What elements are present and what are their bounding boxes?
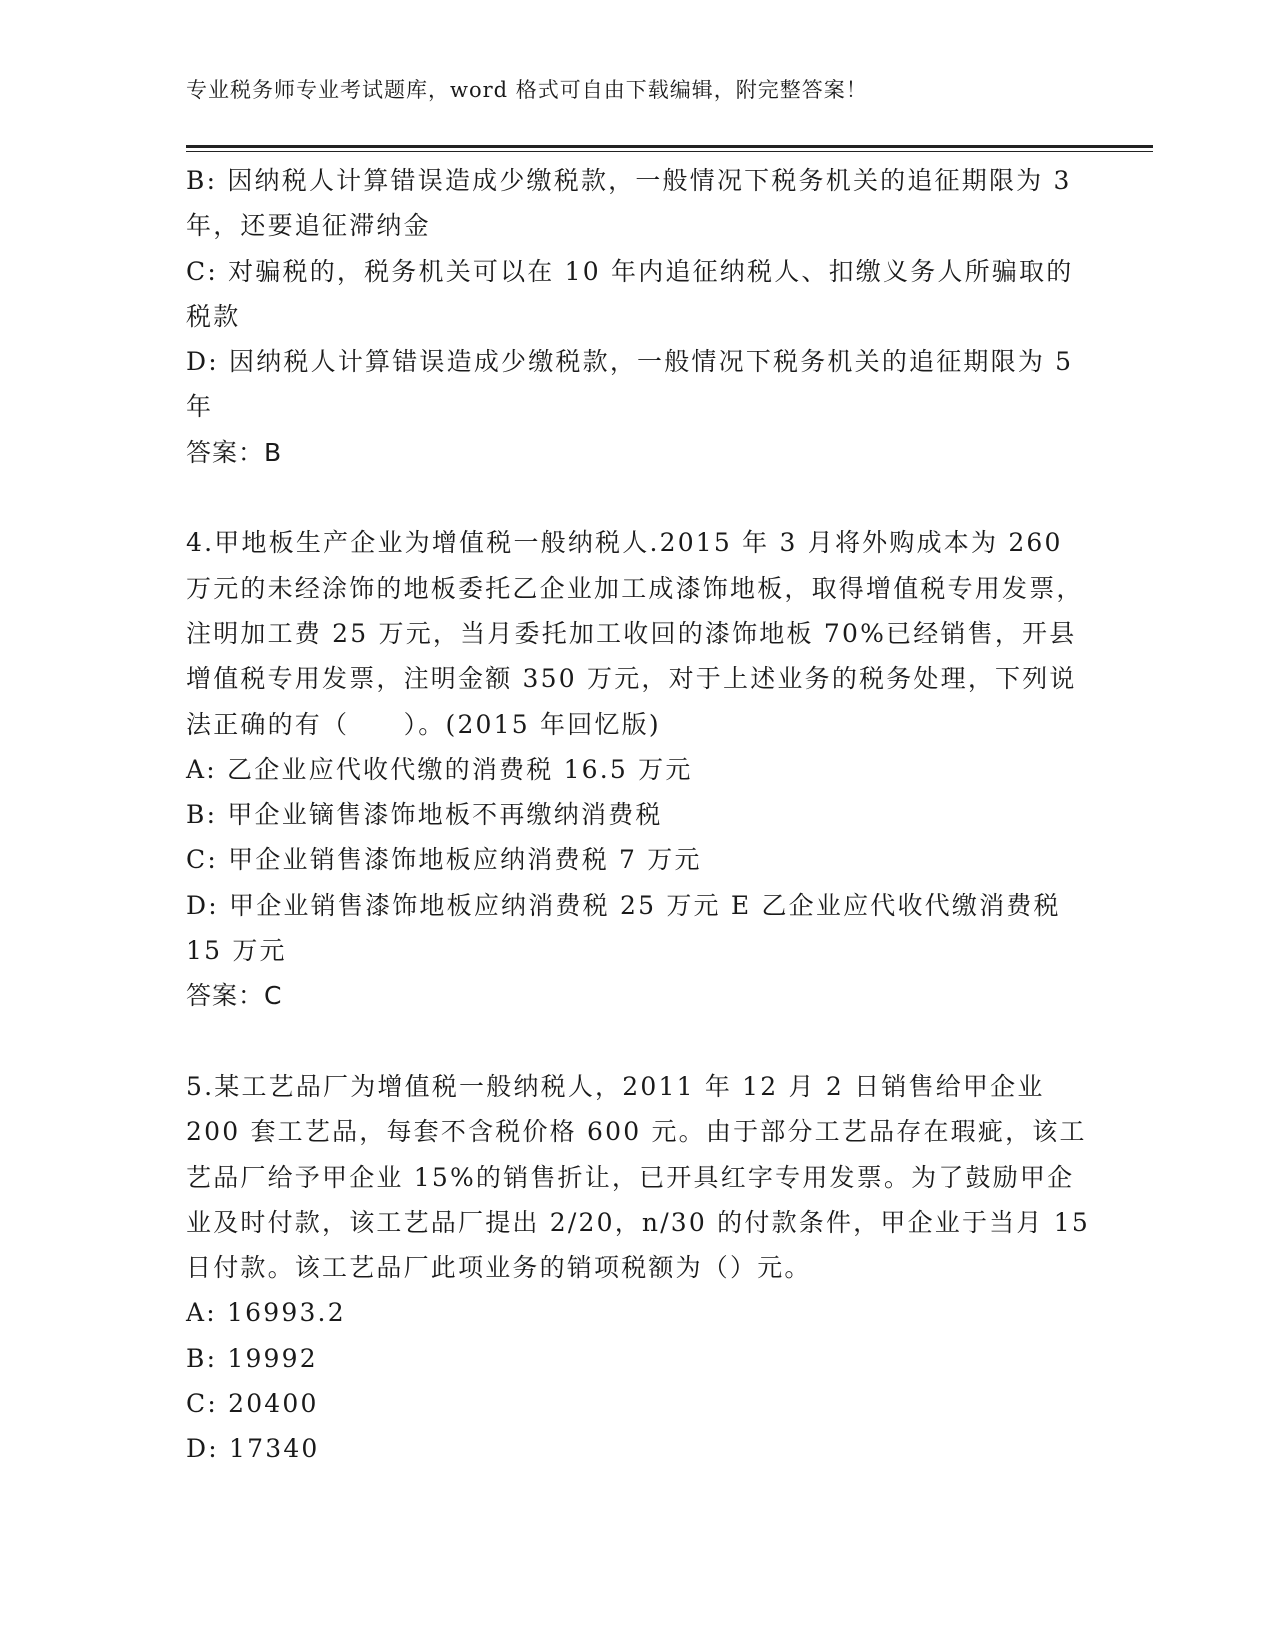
page-header: 专业税务师专业考试题库，word 格式可自由下载编辑，附完整答案！ [186, 78, 868, 102]
option-c: C: 甲企业销售漆饰地板应纳消费税 7 万元 [186, 845, 702, 875]
spacer [186, 1019, 1091, 1064]
option-b: B: 甲企业镝售漆饰地板不再缴纳消费税 [186, 800, 663, 830]
option-c: C: 20400 [186, 1389, 319, 1419]
option-d: D: 因纳税人计算错误造成少缴税款，一般情况下税务机关的追征期限为 5 年 [186, 347, 1074, 422]
option-a: A: 乙企业应代收代缴的消费税 16.5 万元 [186, 754, 693, 784]
question-stem: 4.甲地板生产企业为增值税一般纳税人.2015 年 3 月将外购成本为 260 万元的未经涂饰的地板委托乙企业加工成漆饰地板，取得增值税专用发票，注明加工费 25 万元，当月委托加工收回的漆饰地板 70%已经销售，开县增值税专用发票，注明金额 350 万元，对于上述业务的税务处理，下列说法正确的有（ ）。(2015 年回忆版) [186, 528, 1084, 739]
document-body [186, 158, 1091, 1472]
option-c: C: 对骗税的，税务机关可以在 10 年内追征纳税人、扣缴义务人所骗取的税款 [186, 256, 1074, 331]
option-b: B: 因纳税人计算错误造成少缴税款，一般情况下税务机关的追征期限为 3 年，还要追征滞纳金 [186, 166, 1072, 241]
question-3-remainder [186, 158, 1091, 475]
option-d: D: 甲企业销售漆饰地板应纳消费税 25 万元 E 乙企业应代收代缴消费税 15 万元 [186, 890, 1061, 966]
answer: 答案：B [186, 437, 283, 467]
option-a: A: 16993.2 [186, 1298, 346, 1328]
question-5 [186, 1064, 1091, 1472]
question-4 [186, 520, 1091, 1018]
question-stem: 5.某工艺品厂为增值税一般纳税人，2011 年 12 月 2 日销售给甲企业 200 套工艺品，每套不含税价格 600 元。由于部分工艺品存在瑕疵，该工艺品厂给予甲企业 15%的销售折让，已开具红字专用发票。为了鼓励甲企业及时付款，该工艺品厂提出 2/20，n/30 的付款条件，甲企业于当月 15 日付款。该工艺品厂此项业务的销项税额为（）元。 [186, 1071, 1090, 1283]
spacer [186, 475, 1091, 520]
header-rule-thick [186, 145, 1153, 148]
option-d: D: 17340 [186, 1434, 320, 1464]
header-rule-thin [186, 151, 1153, 152]
answer: 答案：C [186, 981, 283, 1011]
option-b: B: 19992 [186, 1343, 318, 1373]
